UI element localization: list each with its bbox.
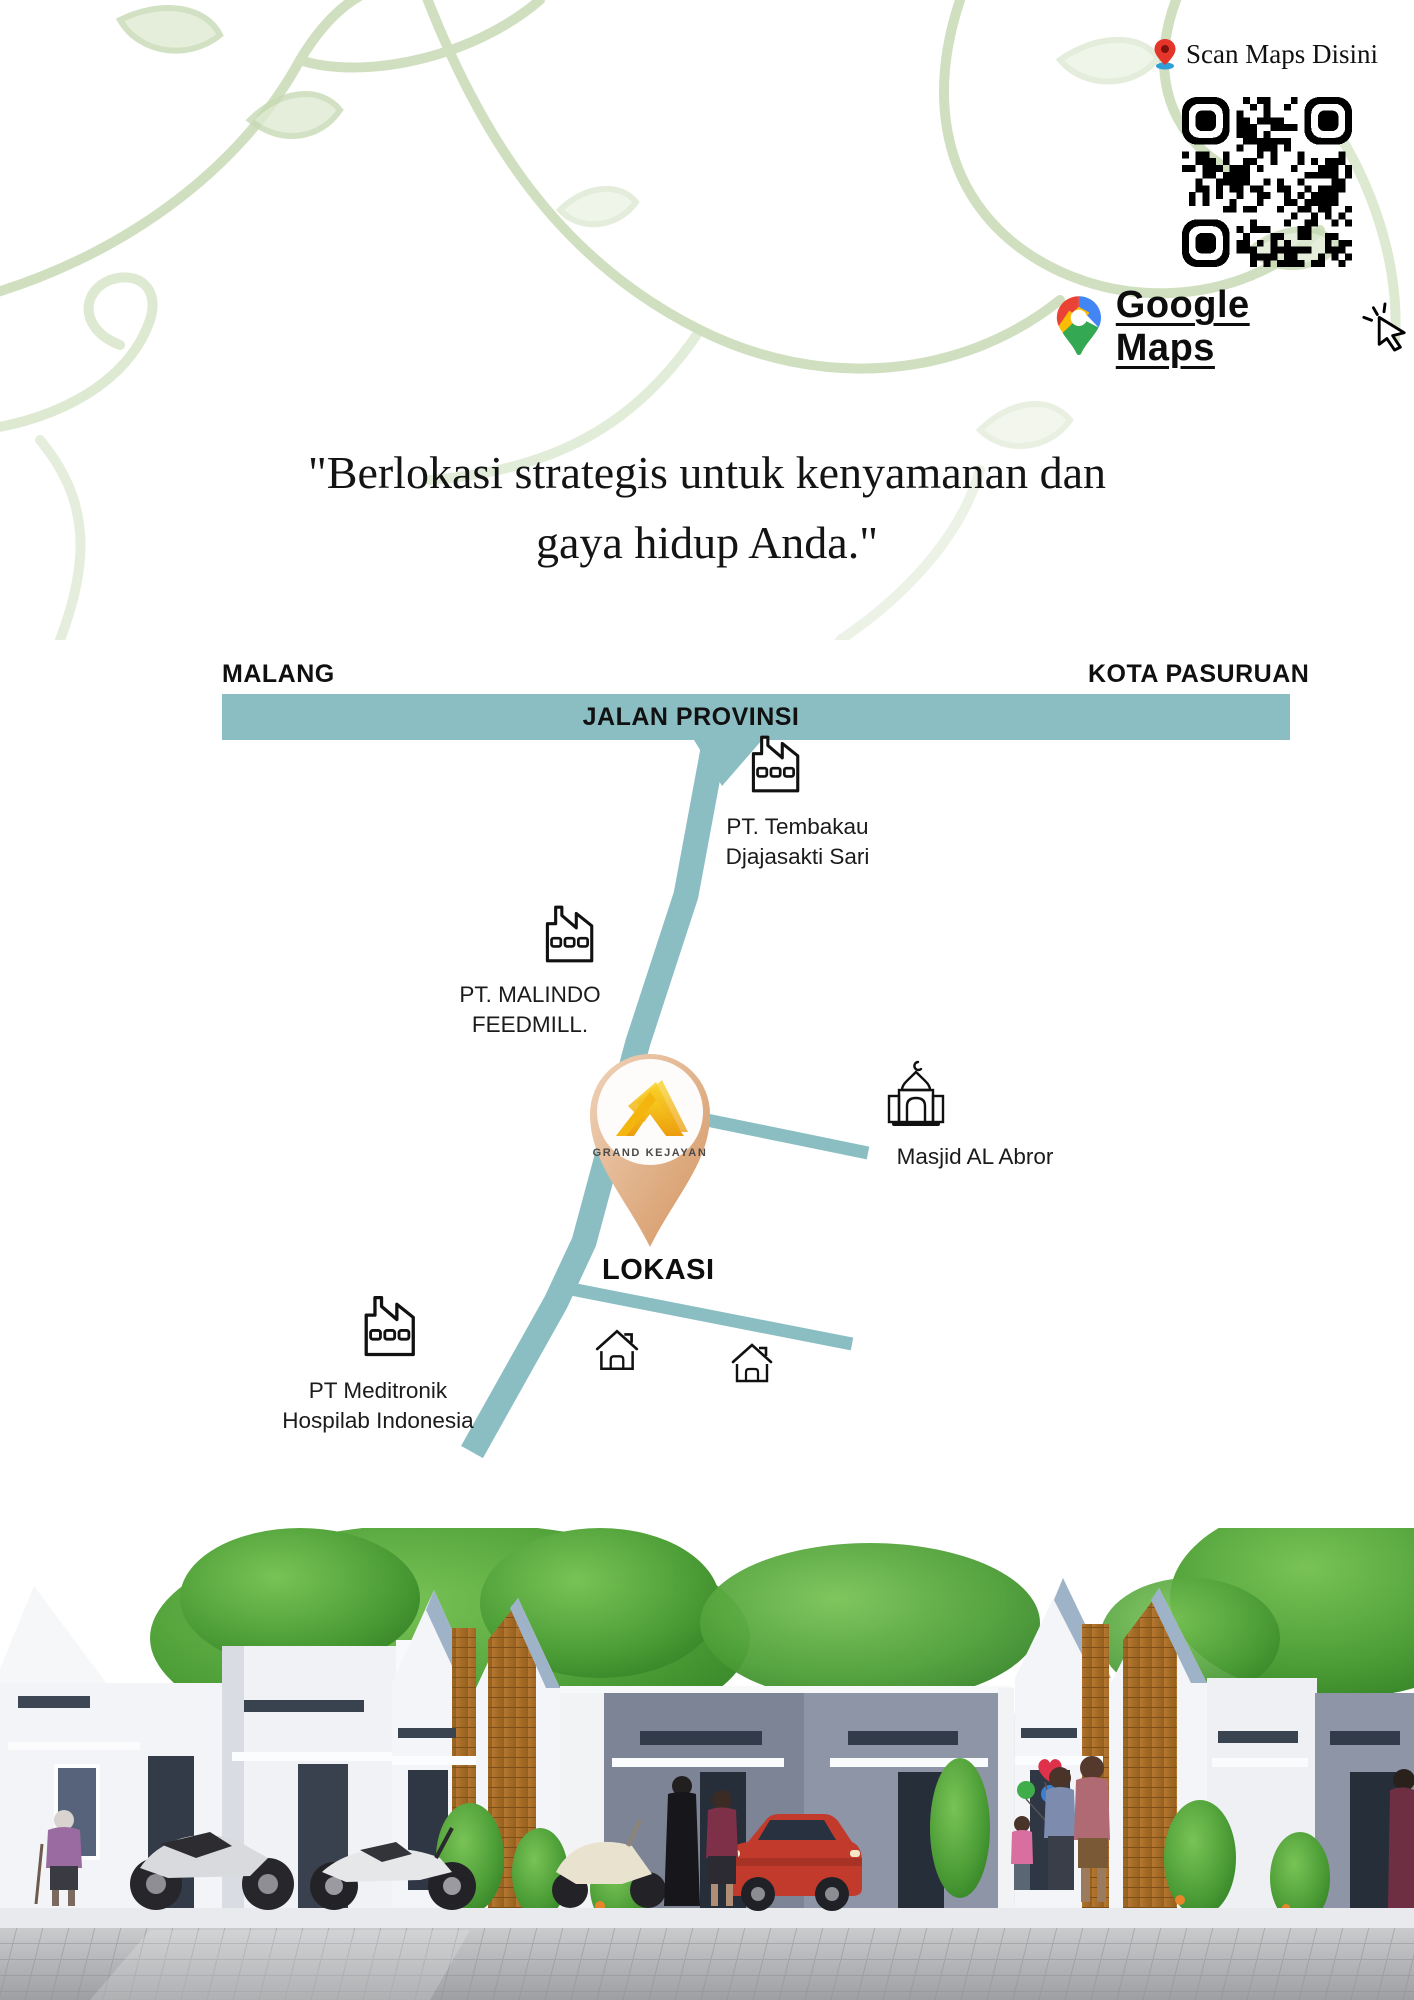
google-maps-link-row[interactable] bbox=[1052, 284, 1414, 370]
quote-line-1: "Berlokasi strategis untuk kenyamanan dan bbox=[307, 447, 1106, 498]
lokasi-label: LOKASI bbox=[602, 1254, 715, 1286]
landmark-label-malindo: PT. MALINDO FEEDMILL. bbox=[459, 982, 601, 1037]
city-label-malang: MALANG bbox=[222, 660, 335, 688]
google-maps-label[interactable]: Google Maps bbox=[1115, 284, 1250, 369]
landmark-label-masjid: Masjid AL Abror bbox=[896, 1144, 1054, 1169]
grand-kejayan-pin bbox=[578, 1040, 722, 1250]
pin-logo-label: GRAND KEJAYAN bbox=[592, 1147, 708, 1159]
headline-quote bbox=[0, 438, 1414, 578]
quote-line-2: gaya hidup Anda." bbox=[536, 517, 878, 568]
street-render bbox=[0, 1528, 1414, 2000]
house-icon bbox=[592, 1326, 642, 1372]
landmark-label-tembakau: PT. Tembakau Djajasakti Sari bbox=[725, 814, 870, 869]
pointer-cursor-icon bbox=[1360, 299, 1414, 355]
scan-maps-label: Scan Maps Disini bbox=[1186, 38, 1378, 69]
landmark-label-meditronik: PT Meditronik Hospilab Indonesia bbox=[282, 1378, 474, 1433]
mosque-icon bbox=[884, 1058, 948, 1134]
city-label-kota-pasuruan: KOTA PASURUAN bbox=[1088, 660, 1310, 688]
factory-icon bbox=[352, 1290, 422, 1360]
scan-maps-row bbox=[1152, 38, 1378, 70]
red-map-pin-icon bbox=[1152, 38, 1178, 70]
qr-code bbox=[1182, 97, 1352, 267]
main-road-label: JALAN PROVINSI bbox=[582, 702, 800, 731]
woman-right-edge bbox=[1388, 1769, 1414, 1908]
house-icon bbox=[728, 1340, 776, 1384]
factory-icon bbox=[740, 730, 806, 796]
factory-icon bbox=[534, 900, 600, 966]
google-maps-pin-icon bbox=[1052, 294, 1106, 360]
